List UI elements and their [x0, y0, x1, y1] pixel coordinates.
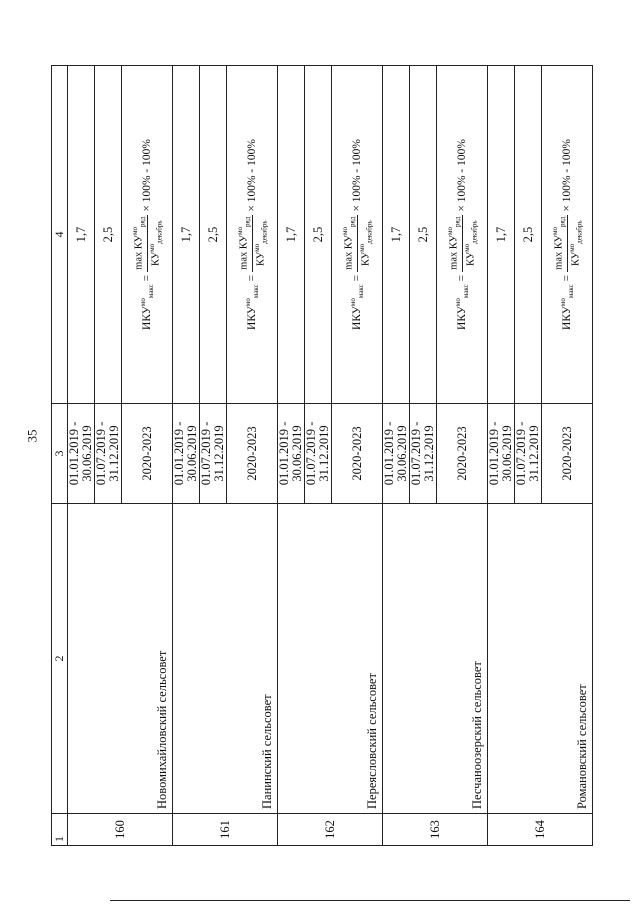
settlement-name: Новомихайловский сельсовет — [68, 504, 173, 814]
value-first-half: 1,7 — [488, 66, 515, 404]
period-second-half: 01.07.2019 - 31.12.2019 — [305, 404, 332, 504]
formula-cell — [542, 66, 593, 404]
formula-denominator: $КУ^{мо}_{декабрь}$ — [357, 220, 374, 266]
formula — [341, 139, 373, 330]
formula — [236, 139, 268, 330]
row-number: 160 — [68, 814, 173, 846]
formula-equals: = — [456, 274, 468, 282]
period-first-half: 01.01.2019 - 30.06.2019 — [383, 404, 410, 504]
formula-lhs: $ИКУ^{мо}_{макс}$ — [138, 284, 156, 330]
settlement-name: Панинский сельсовет — [173, 504, 278, 814]
formula-fraction — [446, 215, 478, 272]
period-second-half: 01.07.2019 - 31.12.2019 — [200, 404, 227, 504]
period-first-half: 01.01.2019 - 30.06.2019 — [278, 404, 305, 504]
formula-tail: × 100% - 100% — [141, 139, 153, 212]
period-second-half: 01.07.2019 - 31.12.2019 — [515, 404, 542, 504]
formula-cell — [122, 66, 173, 404]
formula-equals: = — [561, 274, 573, 282]
formula-fraction — [341, 215, 373, 272]
formula-tail: × 100% - 100% — [351, 139, 363, 212]
formula-denominator: $КУ^{мо}_{декабрь}$ — [462, 220, 479, 266]
formula-lhs: $ИКУ^{мо}_{макс}$ — [348, 284, 366, 330]
period-years: 2020-2023 — [332, 404, 383, 504]
row-number: 162 — [278, 814, 383, 846]
value-second-half: 2,5 — [305, 66, 332, 404]
formula-lhs: $ИКУ^{мо}_{макс}$ — [558, 284, 576, 330]
settlement-name: Романовский сельсовет — [488, 504, 593, 814]
row-number: 161 — [173, 814, 278, 846]
period-first-half: 01.01.2019 - 30.06.2019 — [488, 404, 515, 504]
formula-lhs: $ИКУ^{мо}_{макс}$ — [453, 284, 471, 330]
period-years: 2020-2023 — [227, 404, 278, 504]
header-col-2: 2 — [52, 504, 68, 814]
formula-fraction — [551, 215, 583, 272]
formula-numerator: $\max КУ^{мо}_{ряд}$ — [130, 216, 147, 270]
rotated-table-wrapper — [51, 66, 589, 846]
header-col-3: 3 — [52, 404, 68, 504]
formula-denominator: $КУ^{мо}_{декабрь}$ — [567, 220, 584, 266]
formula-cell — [332, 66, 383, 404]
table-row — [488, 66, 515, 846]
formula — [131, 139, 163, 330]
formula-lhs: $ИКУ^{мо}_{макс}$ — [243, 284, 261, 330]
value-second-half: 2,5 — [95, 66, 122, 404]
settlement-name: Переясловский сельсовет — [278, 504, 383, 814]
page-number: 35 — [24, 429, 40, 443]
formula-fraction — [131, 215, 163, 272]
formula-numerator: $\max КУ^{мо}_{ряд}$ — [550, 216, 567, 270]
period-years: 2020-2023 — [437, 404, 488, 504]
settlement-name: Песчаноозерский сельсовет — [383, 504, 488, 814]
formula-equals: = — [246, 274, 258, 282]
formula-equals: = — [351, 274, 363, 282]
formula-numerator: $\max КУ^{мо}_{ряд}$ — [235, 216, 252, 270]
value-first-half: 1,7 — [173, 66, 200, 404]
period-second-half: 01.07.2019 - 31.12.2019 — [410, 404, 437, 504]
formula — [446, 139, 478, 330]
row-number: 163 — [383, 814, 488, 846]
period-years: 2020-2023 — [542, 404, 593, 504]
table-row — [68, 66, 95, 846]
period-years: 2020-2023 — [122, 404, 173, 504]
table-row — [383, 66, 410, 846]
formula — [551, 139, 583, 330]
formula-fraction — [236, 215, 268, 272]
header-row — [52, 66, 68, 846]
period-first-half: 01.01.2019 - 30.06.2019 — [173, 404, 200, 504]
value-first-half: 1,7 — [278, 66, 305, 404]
formula-cell — [227, 66, 278, 404]
formula-cell — [437, 66, 488, 404]
formula-tail: × 100% - 100% — [246, 139, 258, 212]
period-first-half: 01.01.2019 - 30.06.2019 — [68, 404, 95, 504]
formula-numerator: $\max КУ^{мо}_{ряд}$ — [445, 216, 462, 270]
formula-equals: = — [141, 274, 153, 282]
table-row — [278, 66, 305, 846]
formula-denominator: $КУ^{мо}_{декабрь}$ — [147, 220, 164, 266]
bottom-edge-line — [110, 900, 630, 901]
header-col-4: 4 — [52, 66, 68, 404]
period-second-half: 01.07.2019 - 31.12.2019 — [95, 404, 122, 504]
value-second-half: 2,5 — [200, 66, 227, 404]
value-first-half: 1,7 — [383, 66, 410, 404]
formula-denominator: $КУ^{мо}_{декабрь}$ — [252, 220, 269, 266]
header-col-1: 1 — [52, 814, 68, 846]
value-second-half: 2,5 — [515, 66, 542, 404]
formula-numerator: $\max КУ^{мо}_{ряд}$ — [340, 216, 357, 270]
row-number: 164 — [488, 814, 593, 846]
table-row — [173, 66, 200, 846]
tariff-table — [51, 65, 593, 846]
formula-tail: × 100% - 100% — [456, 139, 468, 212]
formula-tail: × 100% - 100% — [561, 139, 573, 212]
value-second-half: 2,5 — [410, 66, 437, 404]
value-first-half: 1,7 — [68, 66, 95, 404]
